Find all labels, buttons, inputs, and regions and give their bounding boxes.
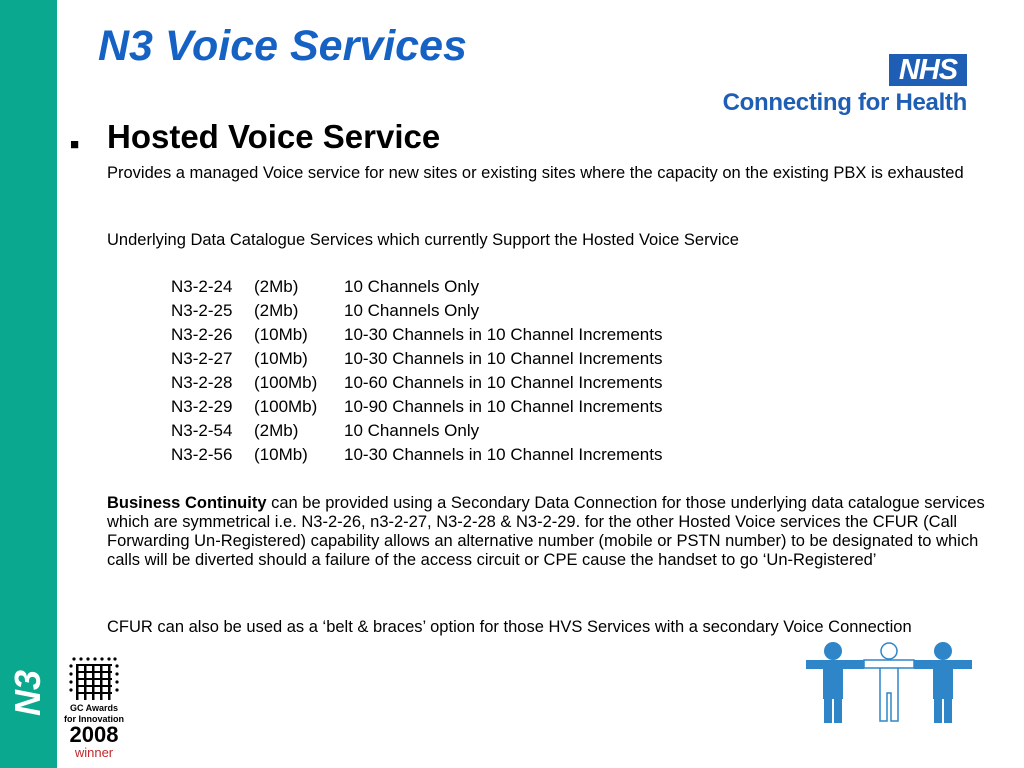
award-winner: winner [74,745,114,760]
service-speed: (2Mb) [254,421,299,440]
intro-paragraph: Provides a managed Voice service for new sites or existing sites where the capacity on the existing PBX is exhausted [107,164,964,182]
service-code: N3-2-26 [171,325,233,344]
service-row [171,445,771,469]
service-speed: (100Mb) [254,397,318,416]
business-continuity-paragraph [107,494,987,570]
service-code: N3-2-56 [171,445,233,464]
service-channels: 10-90 Channels in 10 Channel Increments [344,397,663,416]
service-code: N3-2-29 [171,397,233,416]
award-year: 2008 [69,722,119,747]
gc-award-logo [64,656,124,762]
service-code: N3-2-28 [171,373,233,392]
section-heading: Hosted Voice Service [107,118,441,155]
service-speed: (10Mb) [254,349,308,368]
n3-logo-text: N3 [7,669,48,717]
service-channels: 10-60 Channels in 10 Channel Increments [344,373,663,392]
catalogue-intro: Underlying Data Catalogue Services which currently Support the Hosted Voice Service [107,231,739,249]
award-line1: GC Awards [69,703,118,713]
side-bar [0,0,57,768]
service-channels: 10 Channels Only [344,277,480,296]
service-row [171,349,771,373]
service-code: N3-2-54 [171,421,233,440]
service-row [171,373,771,397]
service-channels: 10-30 Channels in 10 Channel Increments [344,325,663,344]
portcullis-icon [68,656,120,702]
service-speed: (10Mb) [254,325,308,344]
service-row [171,325,771,349]
nhs-badge: NHS [889,54,967,86]
service-channels: 10 Channels Only [344,421,480,440]
service-row [171,277,771,301]
service-channels: 10 Channels Only [344,301,480,320]
business-continuity-label: Business Continuity [107,494,267,512]
service-code: N3-2-24 [171,277,233,296]
service-speed: (2Mb) [254,277,299,296]
service-code: N3-2-25 [171,301,233,320]
service-speed: (100Mb) [254,373,318,392]
people-figures-icon [806,641,972,723]
cfur-note: CFUR can also be used as a ‘belt & braces’ option for those HVS Services with a secondary Voice Connection [107,618,912,636]
service-speed: (2Mb) [254,301,299,320]
nhs-tagline: Connecting for Health [722,89,967,116]
service-row [171,397,771,421]
n3-logo [6,663,50,723]
business-continuity-text: can be provided using a Secondary Data Connection for those underlying data catalogue services which are symmetrical i.e. N3-2-26, n3-2-27, N3-2-28 & N3-2-29. for the other Hosted Voice services the CFUR (Call Forwarding Un-Registered) capability allows an alternative number (mobile or PSTN number) to be designated to which calls will be diverted should a failure of the access circuit or CPE cause the handset to go ‘Un-Registered’ [107,494,985,569]
slide-title: N3 Voice Services [98,22,467,70]
service-channels: 10-30 Channels in 10 Channel Increments [344,445,663,464]
service-row [171,421,771,445]
service-channels: 10-30 Channels in 10 Channel Increments [344,349,663,368]
award-line2: for Innovation [64,714,124,724]
service-row [171,301,771,325]
nhs-logo [696,54,971,118]
service-speed: (10Mb) [254,445,308,464]
square-bullet-icon: ■ [70,136,80,153]
service-code: N3-2-27 [171,349,233,368]
